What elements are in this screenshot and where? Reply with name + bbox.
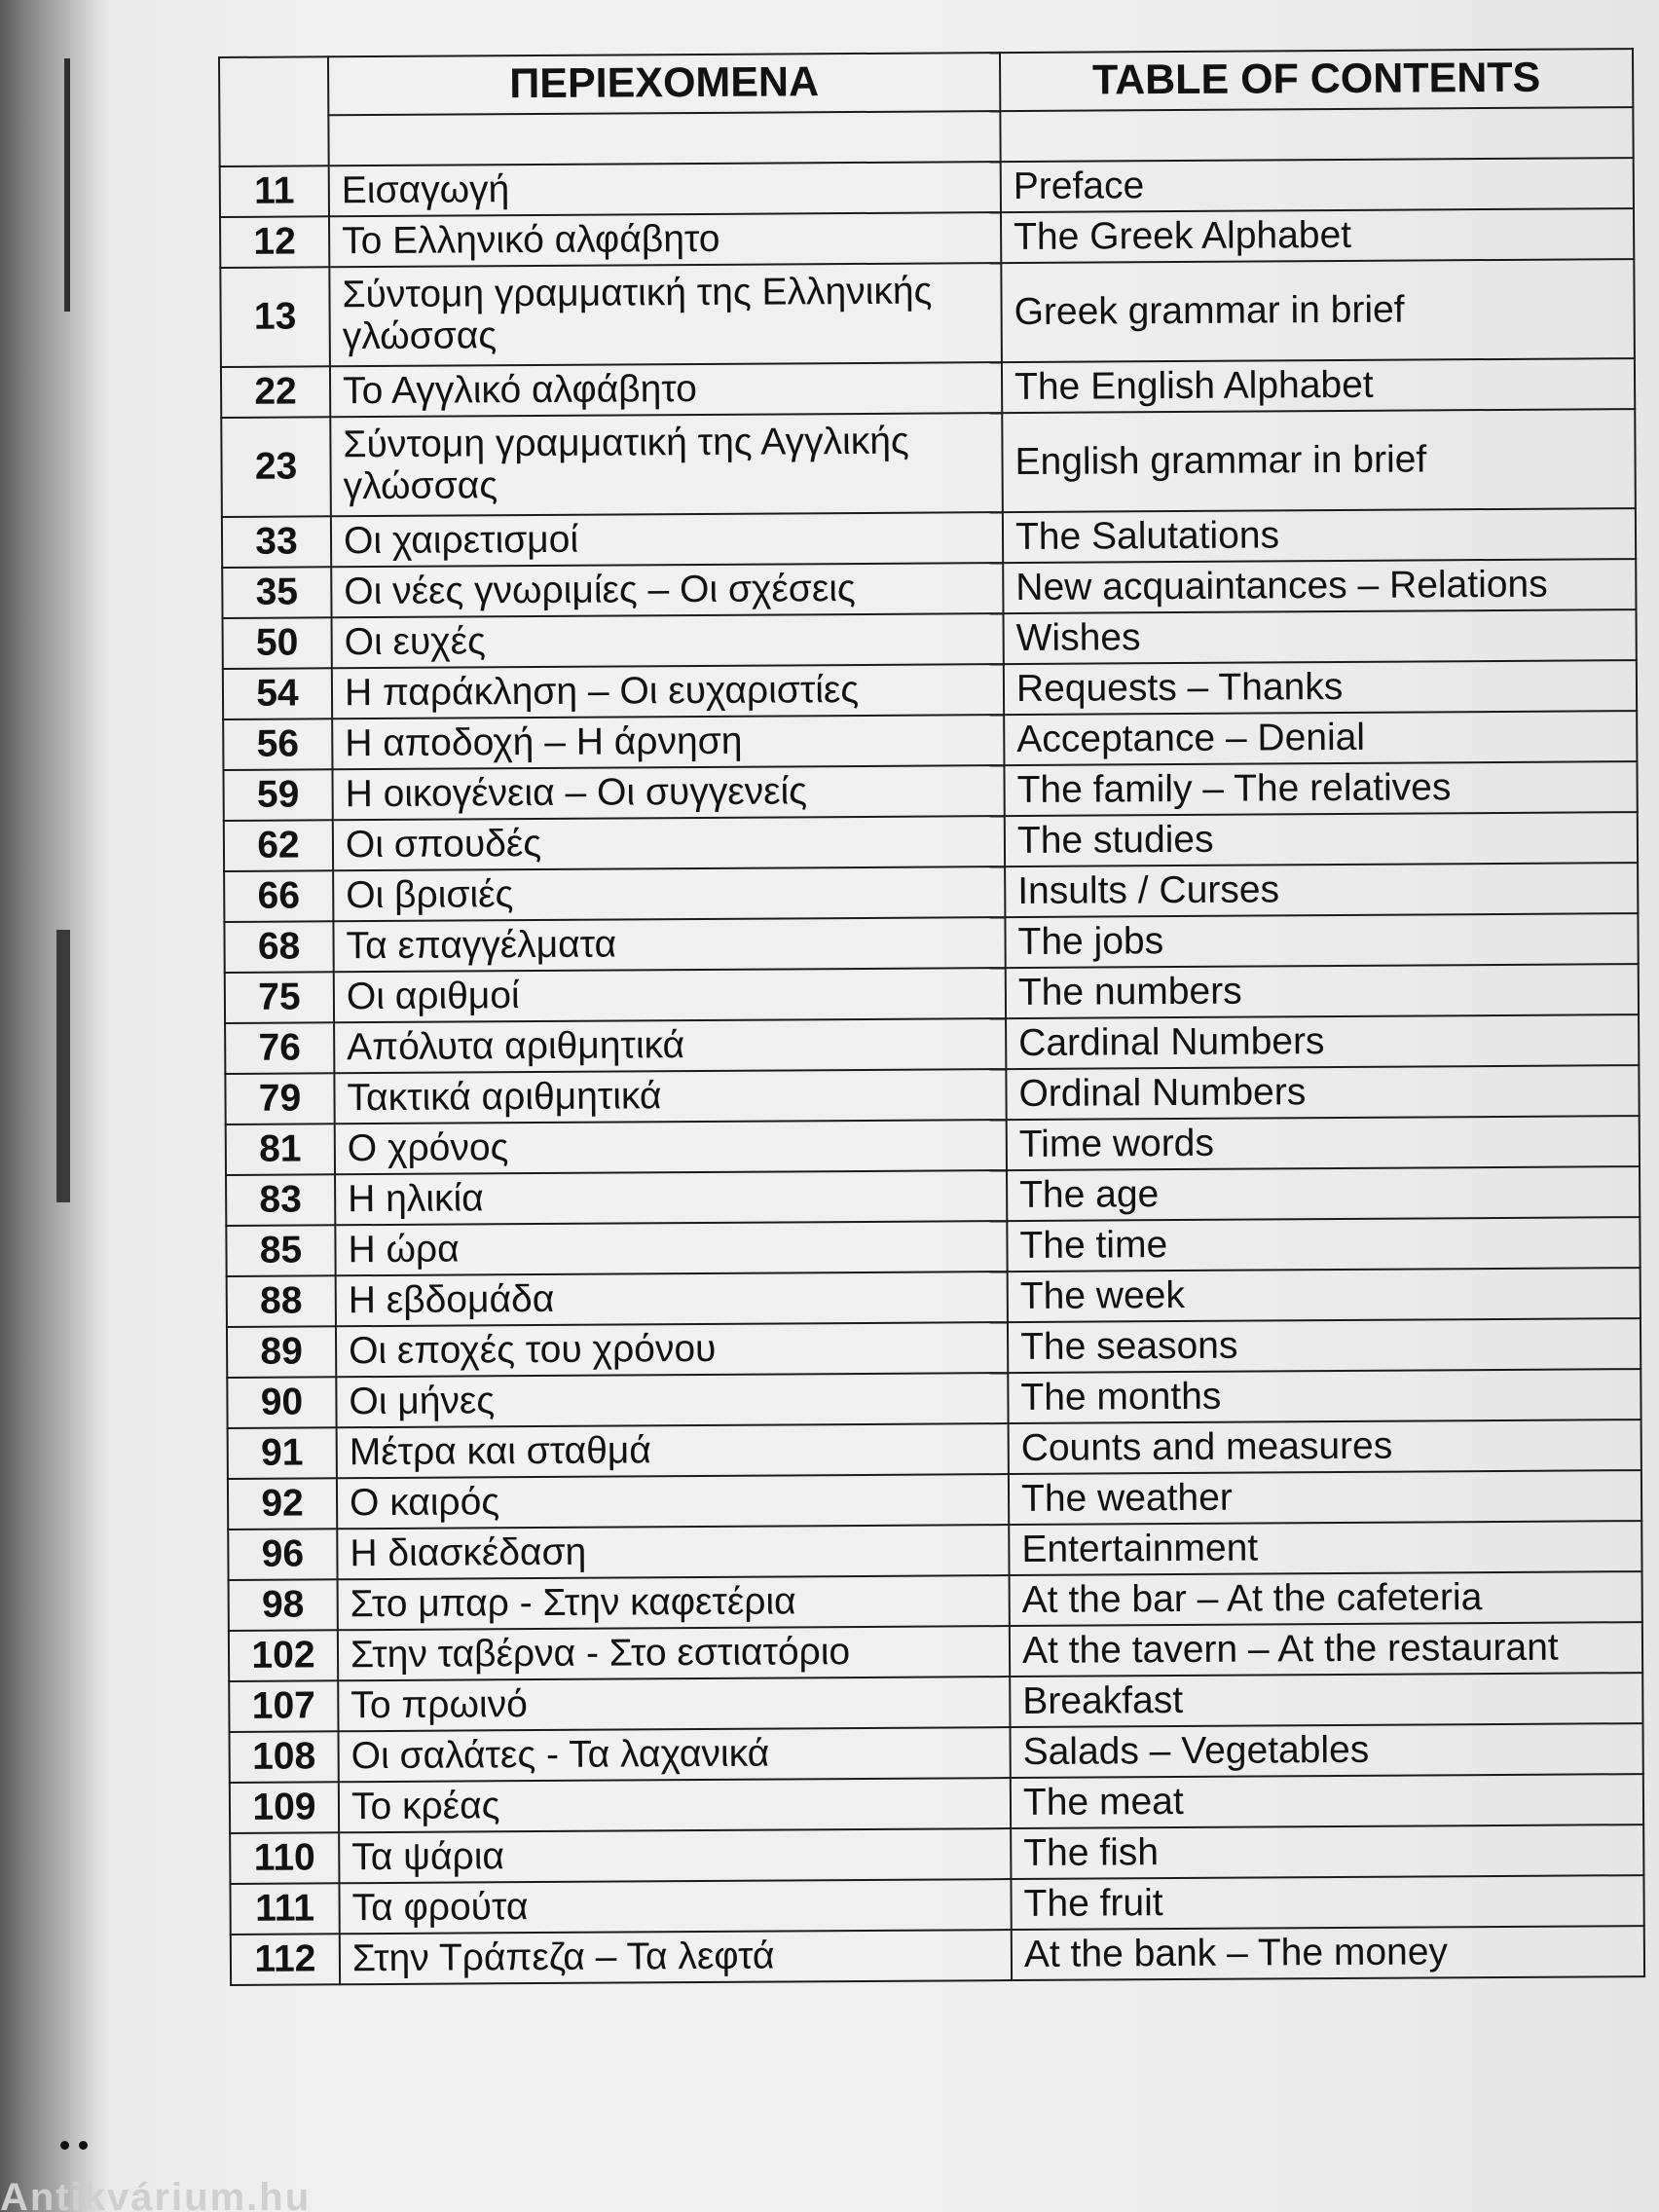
english-title-cell: Requests – Thanks — [1004, 660, 1637, 715]
page-number: 13 — [220, 267, 330, 367]
table-row — [220, 158, 1634, 217]
greek-title-cell: Οι σαλάτες - Τα λαχανικά — [339, 1727, 1011, 1782]
page-number: 107 — [229, 1680, 338, 1732]
english-title-cell: The weather — [1009, 1470, 1641, 1525]
greek-title-cell: Οι νέες γνωριμίες – Οι σχέσεις — [331, 563, 1003, 617]
page-number: 35 — [222, 567, 331, 618]
table-row — [228, 1470, 1641, 1530]
english-title-cell: Cardinal Numbers — [1006, 1014, 1639, 1069]
table-row — [230, 1875, 1643, 1935]
greek-title-cell: Στο μπαρ - Στην καφετέρια — [338, 1575, 1010, 1630]
page-number: 23 — [221, 417, 331, 517]
greek-title-cell: Οι βρισιές — [333, 866, 1005, 921]
page-number: 83 — [226, 1174, 335, 1226]
page-number: 90 — [227, 1377, 336, 1428]
page-number: 89 — [227, 1326, 336, 1378]
greek-title-cell: Το Ελληνικό αλφάβητο — [329, 212, 1001, 267]
page-number: 75 — [225, 972, 334, 1023]
page-number: 85 — [226, 1225, 335, 1276]
page-number: 110 — [230, 1832, 339, 1884]
table-row — [224, 863, 1638, 922]
greek-title-cell: Τα επαγγέλματα — [333, 917, 1005, 972]
table-row — [225, 964, 1639, 1023]
header-row — [219, 49, 1633, 116]
table-row — [221, 409, 1636, 517]
table-row — [220, 208, 1634, 268]
table-row — [223, 609, 1637, 669]
margin-dots — [60, 2137, 99, 2151]
page-number: 91 — [228, 1427, 337, 1479]
spacer-cell — [328, 111, 1000, 166]
greek-title-cell: Οι ευχές — [332, 613, 1004, 668]
table-row — [222, 508, 1636, 568]
table-row — [220, 259, 1635, 367]
english-title-cell: Time words — [1007, 1116, 1640, 1170]
header-spacer-row — [219, 107, 1633, 166]
greek-title-cell: Το πρωινό — [338, 1677, 1010, 1731]
english-title-cell: The Salutations — [1003, 508, 1636, 563]
english-title-cell: The jobs — [1005, 913, 1638, 968]
table-row — [227, 1318, 1641, 1378]
greek-title-cell: Εισαγωγή — [329, 162, 1001, 216]
english-title-cell: The meat — [1011, 1774, 1643, 1828]
english-title-cell: The months — [1008, 1369, 1641, 1423]
english-title-cell: Greek grammar in brief — [1001, 259, 1635, 362]
table-row — [228, 1419, 1641, 1479]
greek-title-cell: Σύντομη γραμματική της Αγγλικής γλώσσας — [330, 413, 1003, 516]
english-title-cell: Ordinal Numbers — [1006, 1065, 1639, 1120]
greek-title-cell: Η οικογένεια – Οι συγγενείς — [332, 765, 1004, 820]
english-title-cell: The studies — [1005, 812, 1638, 866]
table-row — [231, 1926, 1644, 1985]
english-title-cell: The seasons — [1008, 1318, 1641, 1373]
table-row — [226, 1166, 1640, 1226]
greek-title-cell: Μέτρα και σταθμά — [337, 1423, 1009, 1478]
greek-title-cell: Οι μήνες — [336, 1373, 1008, 1427]
contents-table — [218, 48, 1645, 1986]
greek-title-cell: Απόλυτα αριθμητικά — [334, 1018, 1006, 1073]
page-number: 96 — [228, 1529, 337, 1580]
greek-title-cell: Οι σπουδές — [333, 816, 1005, 870]
greek-title-cell: Το κρέας — [339, 1778, 1011, 1832]
greek-title-cell: Στην Τράπεζα – Τα λεφτά — [340, 1930, 1012, 1984]
greek-title-cell: Η ηλικία — [335, 1170, 1007, 1225]
greek-title-cell: Το Αγγλικό αλφάβητο — [330, 362, 1002, 417]
table-row — [224, 913, 1638, 973]
page-column-header — [219, 56, 329, 166]
table-row — [230, 1774, 1643, 1833]
page-number: 56 — [223, 719, 332, 770]
table-of-contents — [218, 48, 1644, 2107]
page-gutter — [70, 0, 107, 2212]
english-title-cell: Acceptance – Denial — [1004, 711, 1637, 765]
english-title-cell: The week — [1008, 1268, 1641, 1322]
page-number: 12 — [220, 216, 329, 268]
book-spine — [0, 0, 70, 2212]
table-row — [230, 1825, 1643, 1884]
english-title: TABLE OF CONTENTS — [1000, 49, 1633, 111]
english-title-cell: The fish — [1011, 1825, 1643, 1879]
english-title-cell: At the bar – At the cafeteria — [1010, 1571, 1642, 1626]
english-title-cell: The English Alphabet — [1002, 358, 1635, 413]
table-row — [229, 1571, 1642, 1631]
page-number: 66 — [224, 870, 333, 922]
table-row — [227, 1369, 1641, 1428]
page-number: 22 — [221, 366, 330, 418]
english-title-cell: The fruit — [1011, 1875, 1643, 1930]
english-title-cell: The Greek Alphabet — [1001, 208, 1634, 263]
table-row — [223, 711, 1637, 770]
english-title-cell: Preface — [1001, 158, 1634, 212]
greek-title-cell: Τα ψάρια — [339, 1828, 1011, 1883]
english-title-cell: The age — [1007, 1166, 1640, 1221]
page-number: 98 — [229, 1579, 338, 1631]
page-number: 81 — [226, 1124, 335, 1175]
page-number: 62 — [224, 820, 333, 871]
page-number: 108 — [230, 1731, 339, 1783]
english-title-cell: Salads – Vegetables — [1010, 1723, 1642, 1778]
greek-title-cell: Ο καιρός — [337, 1474, 1009, 1529]
page-number: 111 — [230, 1883, 339, 1935]
page-number: 50 — [223, 617, 332, 669]
page-number: 11 — [220, 166, 329, 217]
greek-title-cell: Στην ταβέρνα - Στο εστιατόριο — [338, 1626, 1010, 1680]
page-number: 59 — [223, 769, 332, 821]
english-title-cell: The family – The relatives — [1004, 761, 1637, 816]
watermark: Antikvárium.hu — [0, 2176, 312, 2212]
table-row — [225, 1065, 1639, 1124]
table-row — [229, 1622, 1642, 1681]
greek-title-cell: Η διασκέδαση — [337, 1525, 1009, 1579]
table-row — [226, 1217, 1640, 1276]
page-number: 88 — [227, 1275, 336, 1327]
english-title-cell: The time — [1007, 1217, 1640, 1272]
greek-title-cell: Ο χρόνος — [335, 1120, 1007, 1174]
greek-title-cell: Τακτικά αριθμητικά — [334, 1069, 1006, 1124]
greek-title: ΠΕΡΙΕΧΟΜΕΝΑ — [328, 53, 1000, 115]
table-row — [221, 358, 1635, 418]
table-row — [226, 1116, 1640, 1175]
page-number: 102 — [229, 1630, 338, 1681]
english-title-cell: At the tavern – At the restaurant — [1010, 1622, 1642, 1677]
table-row — [222, 559, 1636, 618]
table-row — [228, 1521, 1641, 1580]
greek-title-cell: Οι αριθμοί — [334, 968, 1006, 1022]
table-row — [227, 1268, 1641, 1327]
page-number: 112 — [231, 1934, 340, 1985]
greek-title-cell: Τα φρούτα — [339, 1879, 1011, 1934]
page-number: 109 — [230, 1782, 339, 1833]
table-row — [223, 660, 1637, 719]
english-title-cell: Insults / Curses — [1005, 863, 1638, 917]
page-number: 54 — [223, 668, 332, 719]
page-number: 68 — [224, 921, 333, 973]
page-number: 92 — [228, 1478, 337, 1530]
english-title-cell: The numbers — [1006, 964, 1639, 1018]
greek-title-cell: Σύντομη γραμματική της Ελληνικής γλώσσας — [329, 263, 1002, 366]
english-title-cell: Wishes — [1004, 609, 1637, 664]
greek-title-cell: Η ώρα — [335, 1221, 1007, 1275]
english-title-cell: At the bank – The money — [1012, 1926, 1644, 1980]
english-title-cell: New acquaintances – Relations — [1003, 559, 1636, 613]
greek-title-cell: Η εβδομάδα — [336, 1272, 1008, 1326]
greek-title-cell: Η παράκληση – Οι ευχαριστίες — [332, 664, 1004, 719]
table-row — [230, 1723, 1643, 1783]
page-number: 33 — [222, 516, 331, 568]
table-row — [223, 761, 1637, 821]
greek-title-cell: Οι εποχές του χρόνου — [336, 1322, 1008, 1377]
english-title-cell: Entertainment — [1009, 1521, 1641, 1575]
spacer-cell — [1000, 107, 1633, 162]
english-title-cell: English grammar in brief — [1002, 409, 1636, 512]
greek-title-cell: Οι χαιρετισμοί — [331, 512, 1003, 567]
page-number: 79 — [225, 1073, 334, 1124]
english-title-cell: Breakfast — [1010, 1673, 1642, 1727]
page-number: 76 — [225, 1022, 334, 1074]
table-row — [225, 1014, 1639, 1074]
english-title-cell: Counts and measures — [1009, 1419, 1641, 1474]
table-row — [229, 1673, 1642, 1732]
greek-title-cell: Η αποδοχή – Η άρνηση — [332, 715, 1004, 769]
table-row — [224, 812, 1638, 871]
